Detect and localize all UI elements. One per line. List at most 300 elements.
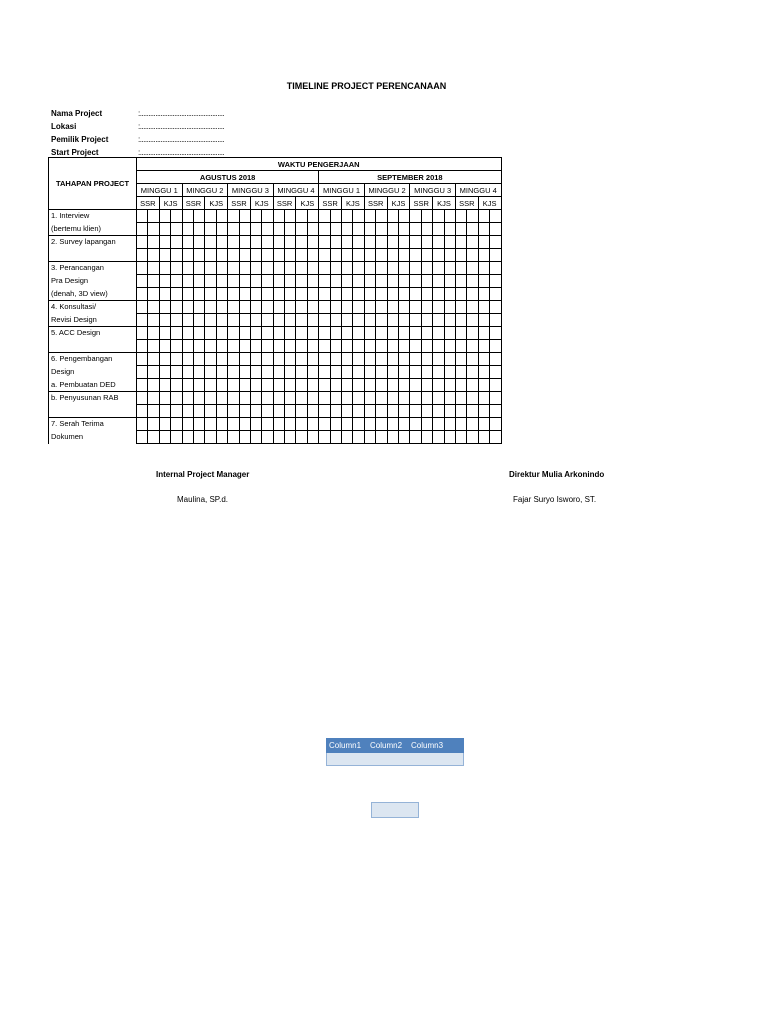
schedule-cell[interactable] <box>171 236 182 249</box>
schedule-cell[interactable] <box>353 392 364 405</box>
schedule-cell[interactable] <box>478 366 489 379</box>
schedule-cell[interactable] <box>376 431 387 444</box>
schedule-cell[interactable] <box>159 210 170 223</box>
schedule-cell[interactable] <box>387 379 398 392</box>
schedule-cell[interactable] <box>216 431 227 444</box>
schedule-cell[interactable] <box>376 379 387 392</box>
schedule-cell[interactable] <box>342 262 353 275</box>
schedule-cell[interactable] <box>330 275 341 288</box>
schedule-cell[interactable] <box>353 236 364 249</box>
schedule-cell[interactable] <box>137 353 148 366</box>
schedule-cell[interactable] <box>455 210 466 223</box>
schedule-cell[interactable] <box>478 262 489 275</box>
schedule-cell[interactable] <box>239 262 250 275</box>
schedule-cell[interactable] <box>433 223 444 236</box>
schedule-cell[interactable] <box>216 262 227 275</box>
schedule-cell[interactable] <box>410 314 421 327</box>
schedule-cell[interactable] <box>193 405 204 418</box>
schedule-cell[interactable] <box>490 262 501 275</box>
schedule-cell[interactable] <box>376 405 387 418</box>
schedule-cell[interactable] <box>285 379 296 392</box>
schedule-cell[interactable] <box>353 353 364 366</box>
schedule-cell[interactable] <box>421 327 432 340</box>
schedule-cell[interactable] <box>250 210 261 223</box>
schedule-cell[interactable] <box>228 288 239 301</box>
schedule-cell[interactable] <box>467 327 478 340</box>
schedule-cell[interactable] <box>478 288 489 301</box>
schedule-cell[interactable] <box>296 327 307 340</box>
schedule-cell[interactable] <box>353 288 364 301</box>
schedule-cell[interactable] <box>205 288 216 301</box>
schedule-cell[interactable] <box>171 288 182 301</box>
schedule-cell[interactable] <box>330 210 341 223</box>
schedule-cell[interactable] <box>193 431 204 444</box>
schedule-cell[interactable] <box>421 366 432 379</box>
schedule-cell[interactable] <box>216 366 227 379</box>
schedule-cell[interactable] <box>171 340 182 353</box>
schedule-cell[interactable] <box>182 392 193 405</box>
schedule-cell[interactable] <box>444 431 455 444</box>
schedule-cell[interactable] <box>433 431 444 444</box>
schedule-cell[interactable] <box>250 353 261 366</box>
schedule-cell[interactable] <box>137 236 148 249</box>
schedule-cell[interactable] <box>364 418 375 431</box>
schedule-cell[interactable] <box>330 431 341 444</box>
schedule-cell[interactable] <box>478 210 489 223</box>
schedule-cell[interactable] <box>376 236 387 249</box>
schedule-cell[interactable] <box>455 301 466 314</box>
schedule-cell[interactable] <box>433 392 444 405</box>
schedule-cell[interactable] <box>216 379 227 392</box>
schedule-cell[interactable] <box>376 327 387 340</box>
schedule-cell[interactable] <box>193 249 204 262</box>
schedule-cell[interactable] <box>364 249 375 262</box>
schedule-cell[interactable] <box>330 249 341 262</box>
schedule-cell[interactable] <box>444 223 455 236</box>
schedule-cell[interactable] <box>228 353 239 366</box>
schedule-cell[interactable] <box>171 314 182 327</box>
schedule-cell[interactable] <box>182 366 193 379</box>
schedule-cell[interactable] <box>421 340 432 353</box>
schedule-cell[interactable] <box>205 210 216 223</box>
schedule-cell[interactable] <box>421 431 432 444</box>
schedule-cell[interactable] <box>455 262 466 275</box>
schedule-cell[interactable] <box>285 405 296 418</box>
schedule-cell[interactable] <box>171 249 182 262</box>
schedule-cell[interactable] <box>205 262 216 275</box>
schedule-cell[interactable] <box>250 262 261 275</box>
schedule-cell[interactable] <box>148 262 159 275</box>
schedule-cell[interactable] <box>228 314 239 327</box>
schedule-cell[interactable] <box>137 379 148 392</box>
schedule-cell[interactable] <box>455 353 466 366</box>
schedule-cell[interactable] <box>421 392 432 405</box>
schedule-cell[interactable] <box>410 236 421 249</box>
schedule-cell[interactable] <box>307 327 318 340</box>
schedule-cell[interactable] <box>262 236 273 249</box>
schedule-cell[interactable] <box>262 405 273 418</box>
schedule-cell[interactable] <box>330 379 341 392</box>
schedule-cell[interactable] <box>364 353 375 366</box>
schedule-cell[interactable] <box>410 327 421 340</box>
schedule-cell[interactable] <box>490 288 501 301</box>
schedule-cell[interactable] <box>410 379 421 392</box>
schedule-cell[interactable] <box>387 288 398 301</box>
schedule-cell[interactable] <box>490 392 501 405</box>
schedule-cell[interactable] <box>319 301 330 314</box>
schedule-cell[interactable] <box>273 262 284 275</box>
schedule-cell[interactable] <box>444 392 455 405</box>
schedule-cell[interactable] <box>182 288 193 301</box>
schedule-cell[interactable] <box>285 314 296 327</box>
schedule-cell[interactable] <box>433 288 444 301</box>
schedule-cell[interactable] <box>364 327 375 340</box>
schedule-cell[interactable] <box>421 379 432 392</box>
schedule-cell[interactable] <box>307 262 318 275</box>
schedule-cell[interactable] <box>193 314 204 327</box>
schedule-cell[interactable] <box>478 301 489 314</box>
schedule-cell[interactable] <box>193 210 204 223</box>
schedule-cell[interactable] <box>364 340 375 353</box>
schedule-cell[interactable] <box>410 366 421 379</box>
schedule-cell[interactable] <box>444 418 455 431</box>
schedule-cell[interactable] <box>148 366 159 379</box>
schedule-cell[interactable] <box>444 262 455 275</box>
schedule-cell[interactable] <box>239 392 250 405</box>
schedule-cell[interactable] <box>182 236 193 249</box>
schedule-cell[interactable] <box>137 366 148 379</box>
schedule-cell[interactable] <box>490 275 501 288</box>
schedule-cell[interactable] <box>478 353 489 366</box>
schedule-cell[interactable] <box>387 327 398 340</box>
schedule-cell[interactable] <box>262 301 273 314</box>
schedule-cell[interactable] <box>262 275 273 288</box>
schedule-cell[interactable] <box>193 327 204 340</box>
schedule-cell[interactable] <box>182 262 193 275</box>
schedule-cell[interactable] <box>239 301 250 314</box>
schedule-cell[interactable] <box>171 210 182 223</box>
schedule-cell[interactable] <box>216 249 227 262</box>
schedule-cell[interactable] <box>421 275 432 288</box>
schedule-cell[interactable] <box>296 340 307 353</box>
schedule-cell[interactable] <box>342 379 353 392</box>
schedule-cell[interactable] <box>387 340 398 353</box>
schedule-cell[interactable] <box>239 249 250 262</box>
schedule-cell[interactable] <box>250 288 261 301</box>
schedule-cell[interactable] <box>137 405 148 418</box>
schedule-cell[interactable] <box>433 340 444 353</box>
schedule-cell[interactable] <box>433 353 444 366</box>
schedule-cell[interactable] <box>433 210 444 223</box>
schedule-cell[interactable] <box>467 418 478 431</box>
schedule-cell[interactable] <box>273 431 284 444</box>
schedule-cell[interactable] <box>433 418 444 431</box>
schedule-cell[interactable] <box>387 366 398 379</box>
schedule-cell[interactable] <box>285 327 296 340</box>
schedule-cell[interactable] <box>330 262 341 275</box>
schedule-cell[interactable] <box>330 288 341 301</box>
schedule-cell[interactable] <box>467 210 478 223</box>
schedule-cell[interactable] <box>467 431 478 444</box>
schedule-cell[interactable] <box>342 340 353 353</box>
schedule-cell[interactable] <box>273 418 284 431</box>
schedule-cell[interactable] <box>137 288 148 301</box>
schedule-cell[interactable] <box>137 392 148 405</box>
schedule-cell[interactable] <box>342 236 353 249</box>
schedule-cell[interactable] <box>353 431 364 444</box>
schedule-cell[interactable] <box>319 327 330 340</box>
schedule-cell[interactable] <box>307 340 318 353</box>
schedule-cell[interactable] <box>353 314 364 327</box>
schedule-cell[interactable] <box>398 301 409 314</box>
schedule-cell[interactable] <box>228 275 239 288</box>
schedule-cell[interactable] <box>433 379 444 392</box>
schedule-cell[interactable] <box>216 327 227 340</box>
schedule-cell[interactable] <box>364 379 375 392</box>
schedule-cell[interactable] <box>205 249 216 262</box>
schedule-cell[interactable] <box>410 392 421 405</box>
schedule-cell[interactable] <box>205 236 216 249</box>
schedule-cell[interactable] <box>148 327 159 340</box>
schedule-cell[interactable] <box>421 301 432 314</box>
schedule-cell[interactable] <box>490 210 501 223</box>
schedule-cell[interactable] <box>205 405 216 418</box>
schedule-cell[interactable] <box>364 236 375 249</box>
schedule-cell[interactable] <box>285 249 296 262</box>
schedule-cell[interactable] <box>478 223 489 236</box>
schedule-cell[interactable] <box>364 223 375 236</box>
schedule-cell[interactable] <box>307 223 318 236</box>
schedule-cell[interactable] <box>490 379 501 392</box>
schedule-cell[interactable] <box>148 210 159 223</box>
schedule-cell[interactable] <box>250 379 261 392</box>
selected-cell[interactable] <box>371 802 419 818</box>
schedule-cell[interactable] <box>387 223 398 236</box>
schedule-cell[interactable] <box>182 275 193 288</box>
schedule-cell[interactable] <box>273 340 284 353</box>
schedule-cell[interactable] <box>216 210 227 223</box>
schedule-cell[interactable] <box>273 210 284 223</box>
schedule-cell[interactable] <box>455 223 466 236</box>
schedule-cell[interactable] <box>398 366 409 379</box>
schedule-cell[interactable] <box>330 405 341 418</box>
schedule-cell[interactable] <box>444 314 455 327</box>
schedule-cell[interactable] <box>444 327 455 340</box>
schedule-cell[interactable] <box>444 366 455 379</box>
schedule-cell[interactable] <box>307 431 318 444</box>
schedule-cell[interactable] <box>376 392 387 405</box>
schedule-cell[interactable] <box>205 353 216 366</box>
schedule-cell[interactable] <box>376 262 387 275</box>
schedule-cell[interactable] <box>398 288 409 301</box>
schedule-cell[interactable] <box>216 353 227 366</box>
schedule-cell[interactable] <box>228 223 239 236</box>
schedule-cell[interactable] <box>285 262 296 275</box>
schedule-cell[interactable] <box>444 288 455 301</box>
schedule-cell[interactable] <box>159 405 170 418</box>
schedule-cell[interactable] <box>364 431 375 444</box>
schedule-cell[interactable] <box>319 262 330 275</box>
schedule-cell[interactable] <box>319 405 330 418</box>
schedule-cell[interactable] <box>433 275 444 288</box>
schedule-cell[interactable] <box>490 236 501 249</box>
schedule-cell[interactable] <box>228 366 239 379</box>
schedule-cell[interactable] <box>421 288 432 301</box>
schedule-cell[interactable] <box>364 301 375 314</box>
schedule-cell[interactable] <box>376 418 387 431</box>
schedule-cell[interactable] <box>182 327 193 340</box>
schedule-cell[interactable] <box>285 223 296 236</box>
schedule-cell[interactable] <box>296 366 307 379</box>
schedule-cell[interactable] <box>148 405 159 418</box>
schedule-cell[interactable] <box>228 249 239 262</box>
schedule-cell[interactable] <box>285 392 296 405</box>
schedule-cell[interactable] <box>421 405 432 418</box>
schedule-cell[interactable] <box>159 262 170 275</box>
schedule-cell[interactable] <box>455 314 466 327</box>
schedule-cell[interactable] <box>273 366 284 379</box>
schedule-cell[interactable] <box>319 392 330 405</box>
schedule-cell[interactable] <box>216 275 227 288</box>
schedule-cell[interactable] <box>387 418 398 431</box>
schedule-cell[interactable] <box>410 275 421 288</box>
schedule-cell[interactable] <box>455 340 466 353</box>
schedule-cell[interactable] <box>421 262 432 275</box>
schedule-cell[interactable] <box>182 431 193 444</box>
schedule-cell[interactable] <box>398 392 409 405</box>
schedule-cell[interactable] <box>205 431 216 444</box>
schedule-cell[interactable] <box>205 379 216 392</box>
schedule-cell[interactable] <box>273 288 284 301</box>
schedule-cell[interactable] <box>319 223 330 236</box>
schedule-cell[interactable] <box>490 327 501 340</box>
schedule-cell[interactable] <box>467 223 478 236</box>
schedule-cell[interactable] <box>273 353 284 366</box>
schedule-cell[interactable] <box>353 327 364 340</box>
schedule-cell[interactable] <box>296 288 307 301</box>
schedule-cell[interactable] <box>410 353 421 366</box>
schedule-cell[interactable] <box>387 301 398 314</box>
schedule-cell[interactable] <box>444 301 455 314</box>
schedule-cell[interactable] <box>490 340 501 353</box>
schedule-cell[interactable] <box>319 249 330 262</box>
schedule-cell[interactable] <box>159 288 170 301</box>
schedule-cell[interactable] <box>239 223 250 236</box>
schedule-cell[interactable] <box>159 236 170 249</box>
schedule-cell[interactable] <box>193 223 204 236</box>
schedule-cell[interactable] <box>410 288 421 301</box>
schedule-cell[interactable] <box>216 288 227 301</box>
schedule-cell[interactable] <box>262 392 273 405</box>
schedule-cell[interactable] <box>353 301 364 314</box>
schedule-cell[interactable] <box>387 392 398 405</box>
schedule-cell[interactable] <box>353 223 364 236</box>
schedule-cell[interactable] <box>421 236 432 249</box>
schedule-cell[interactable] <box>342 314 353 327</box>
schedule-cell[interactable] <box>239 210 250 223</box>
schedule-cell[interactable] <box>467 301 478 314</box>
schedule-cell[interactable] <box>159 301 170 314</box>
schedule-cell[interactable] <box>490 353 501 366</box>
schedule-cell[interactable] <box>137 327 148 340</box>
schedule-cell[interactable] <box>387 405 398 418</box>
schedule-cell[interactable] <box>262 327 273 340</box>
schedule-cell[interactable] <box>216 301 227 314</box>
schedule-cell[interactable] <box>398 314 409 327</box>
schedule-cell[interactable] <box>444 379 455 392</box>
schedule-cell[interactable] <box>444 249 455 262</box>
schedule-cell[interactable] <box>137 249 148 262</box>
schedule-cell[interactable] <box>216 418 227 431</box>
schedule-cell[interactable] <box>478 431 489 444</box>
schedule-cell[interactable] <box>319 366 330 379</box>
schedule-cell[interactable] <box>467 340 478 353</box>
schedule-cell[interactable] <box>159 418 170 431</box>
schedule-cell[interactable] <box>182 210 193 223</box>
schedule-cell[interactable] <box>239 379 250 392</box>
schedule-cell[interactable] <box>376 288 387 301</box>
schedule-cell[interactable] <box>216 314 227 327</box>
schedule-cell[interactable] <box>273 379 284 392</box>
schedule-cell[interactable] <box>239 314 250 327</box>
schedule-cell[interactable] <box>467 379 478 392</box>
schedule-cell[interactable] <box>319 418 330 431</box>
schedule-cell[interactable] <box>148 353 159 366</box>
schedule-cell[interactable] <box>262 288 273 301</box>
schedule-cell[interactable] <box>330 392 341 405</box>
schedule-cell[interactable] <box>444 236 455 249</box>
schedule-cell[interactable] <box>330 353 341 366</box>
schedule-cell[interactable] <box>171 431 182 444</box>
schedule-cell[interactable] <box>205 223 216 236</box>
schedule-cell[interactable] <box>137 301 148 314</box>
schedule-cell[interactable] <box>353 379 364 392</box>
schedule-cell[interactable] <box>319 275 330 288</box>
schedule-cell[interactable] <box>467 392 478 405</box>
schedule-cell[interactable] <box>159 249 170 262</box>
schedule-cell[interactable] <box>455 249 466 262</box>
schedule-cell[interactable] <box>171 353 182 366</box>
schedule-cell[interactable] <box>193 340 204 353</box>
schedule-cell[interactable] <box>364 288 375 301</box>
schedule-cell[interactable] <box>262 366 273 379</box>
schedule-cell[interactable] <box>410 431 421 444</box>
schedule-cell[interactable] <box>376 353 387 366</box>
schedule-cell[interactable] <box>159 392 170 405</box>
schedule-cell[interactable] <box>455 288 466 301</box>
schedule-cell[interactable] <box>307 288 318 301</box>
schedule-cell[interactable] <box>398 210 409 223</box>
schedule-cell[interactable] <box>250 340 261 353</box>
schedule-cell[interactable] <box>342 353 353 366</box>
schedule-cell[interactable] <box>490 366 501 379</box>
schedule-cell[interactable] <box>467 236 478 249</box>
schedule-cell[interactable] <box>319 379 330 392</box>
schedule-cell[interactable] <box>319 314 330 327</box>
schedule-cell[interactable] <box>193 262 204 275</box>
schedule-cell[interactable] <box>490 301 501 314</box>
schedule-cell[interactable] <box>159 379 170 392</box>
schedule-cell[interactable] <box>364 314 375 327</box>
schedule-cell[interactable] <box>353 366 364 379</box>
schedule-cell[interactable] <box>455 236 466 249</box>
schedule-cell[interactable] <box>239 340 250 353</box>
schedule-cell[interactable] <box>296 275 307 288</box>
schedule-cell[interactable] <box>387 262 398 275</box>
schedule-cell[interactable] <box>387 431 398 444</box>
schedule-cell[interactable] <box>398 418 409 431</box>
schedule-cell[interactable] <box>205 366 216 379</box>
